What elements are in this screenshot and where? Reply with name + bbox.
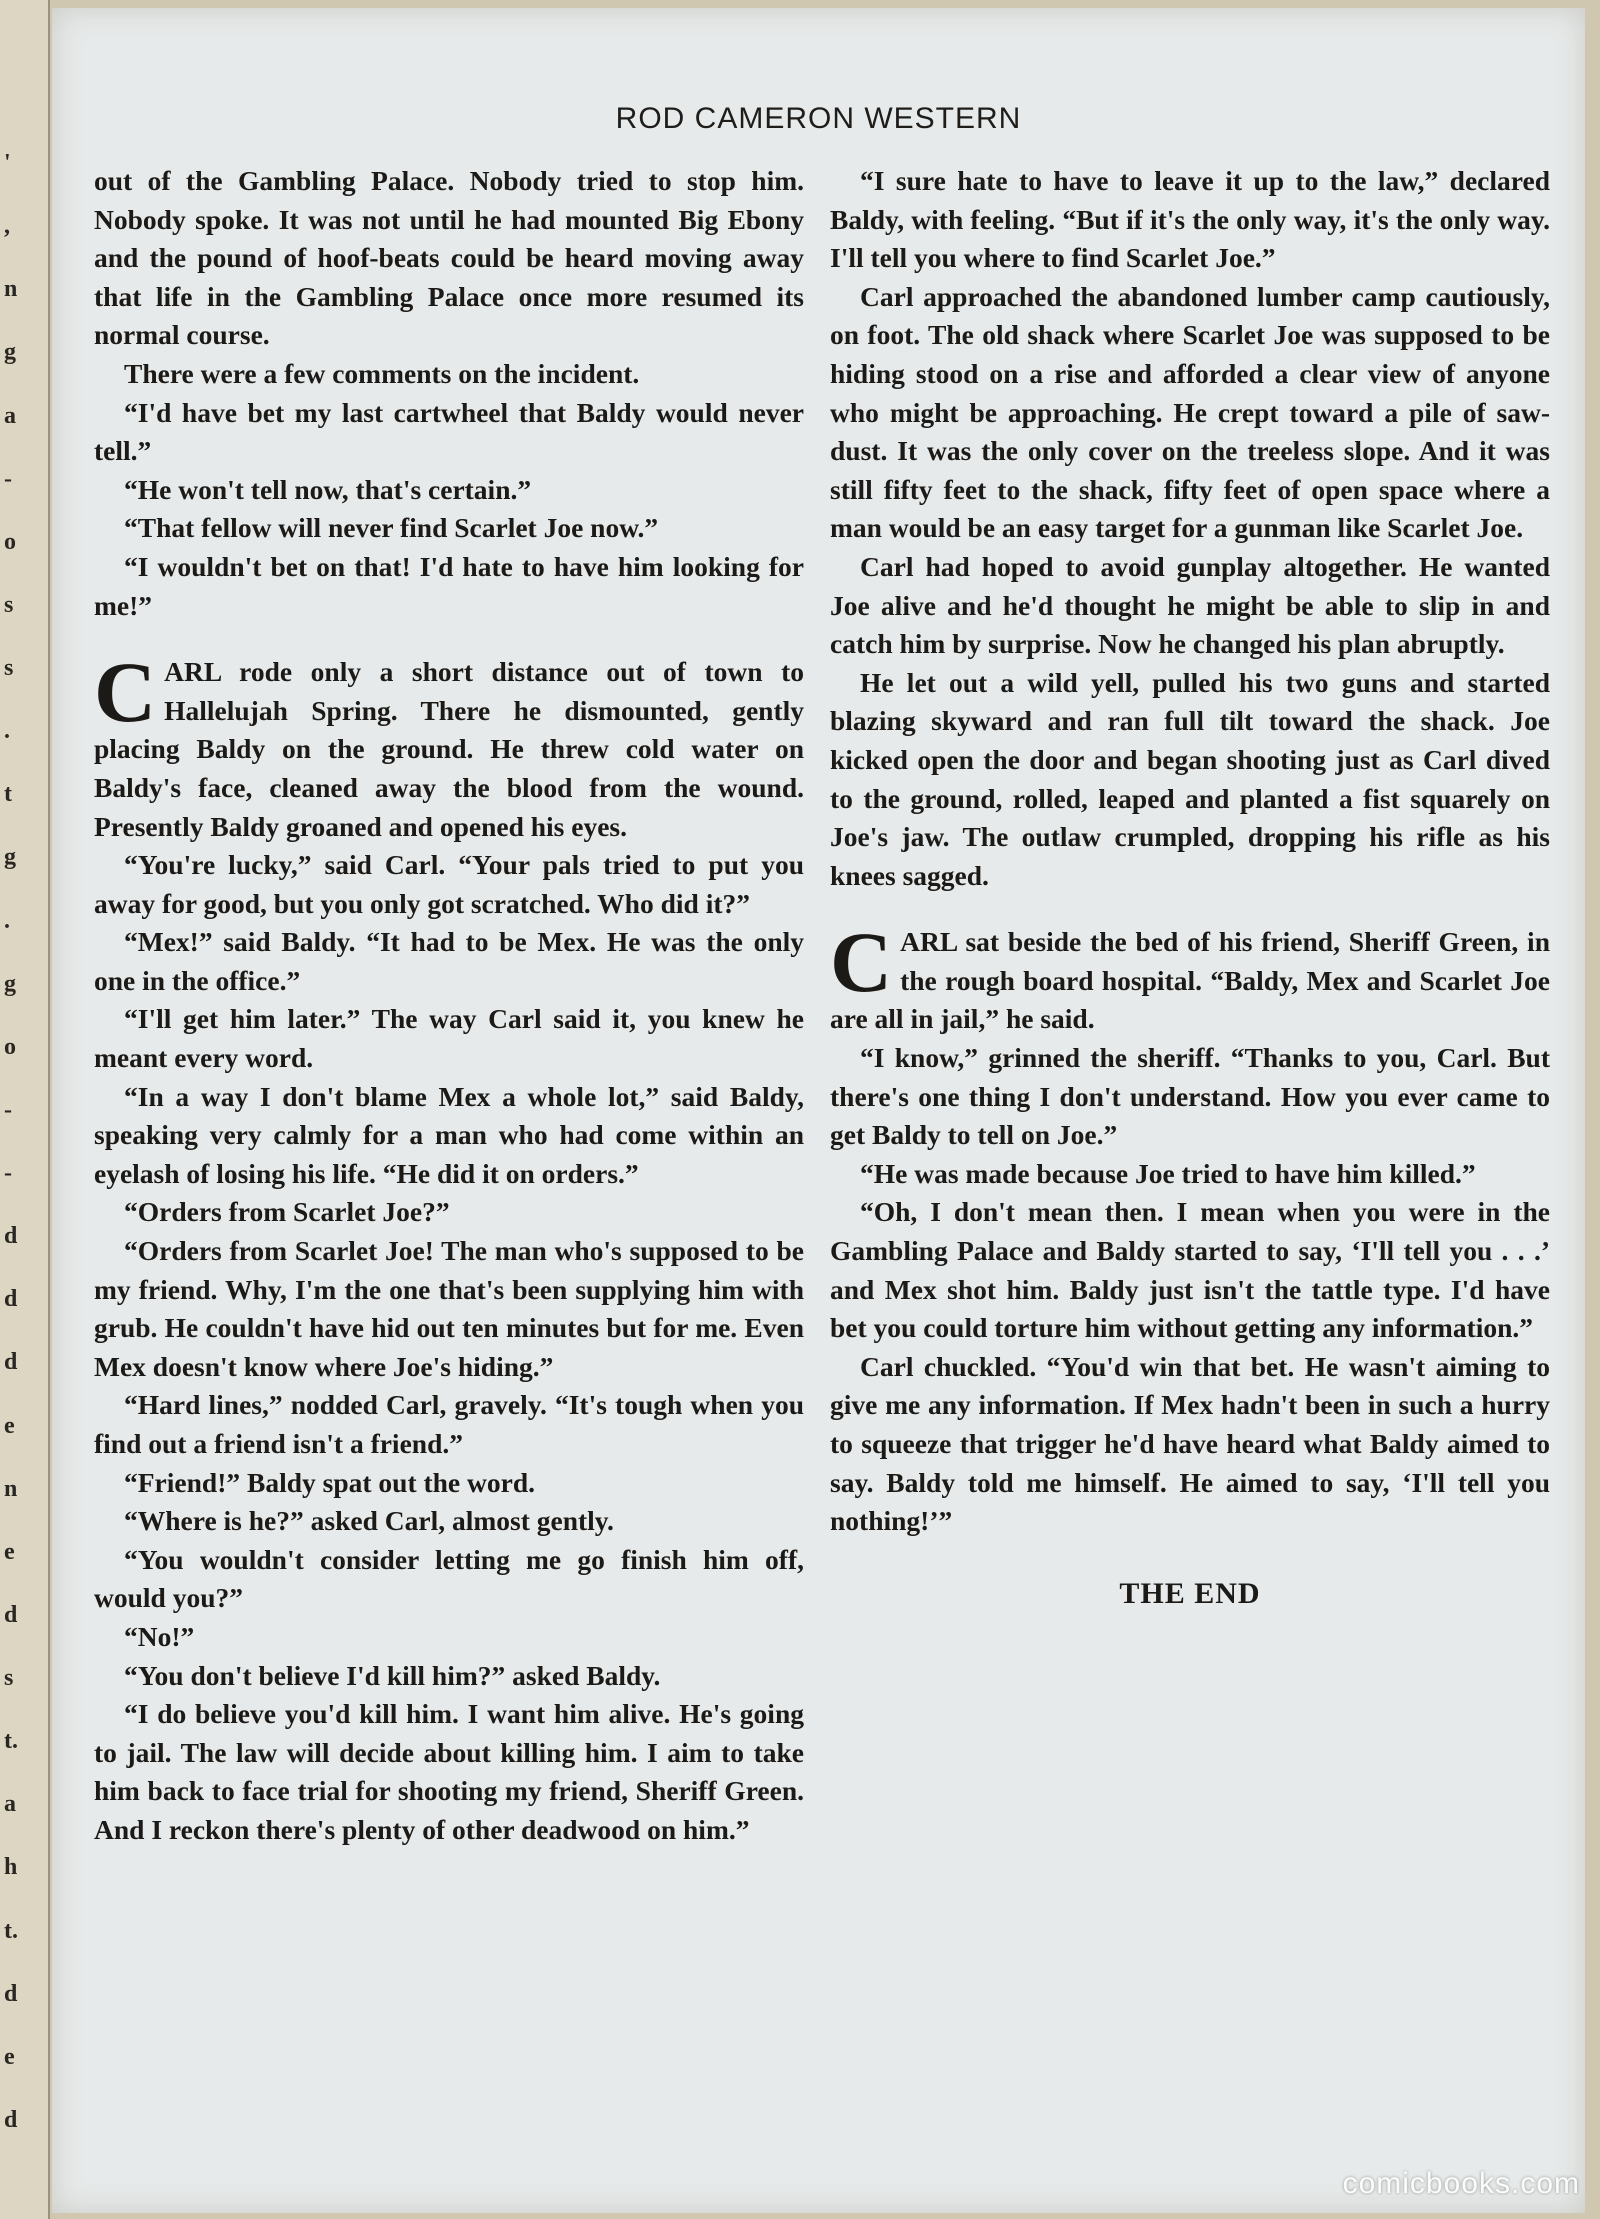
paragraph: “Mex!” said Baldy. “It had to be Mex. He was the only one in the office.”	[94, 926, 804, 996]
adjacent-page-letter: e	[4, 1539, 15, 1565]
adjacent-page-letter: s	[4, 655, 14, 681]
adjacent-page-letter: .	[4, 718, 10, 744]
paragraph: “Friend!” Baldy spat out the word.	[124, 1466, 535, 1498]
paragraph: “No!”	[124, 1620, 195, 1652]
paragraph: “I know,” grinned the sheriff. “Thanks to you, Carl. But there's one thing I don't understand. How you ever came to get Baldy to tell on Joe.”	[830, 1042, 1550, 1151]
adjacent-page-letter: s	[4, 592, 14, 618]
paragraph-text: ARL rode only a short distance out of town to Hallelujah Spring. There he dismounted, gently placing Baldy on the ground. He threw cold water on Baldy's face, cleaned away the blood from the wound. Presently Baldy groaned and opened his eyes.	[94, 656, 804, 842]
paragraph: “That fellow will never find Scarlet Joe now.”	[124, 512, 659, 544]
adjacent-page-letter: g	[4, 339, 16, 365]
drop-cap: C	[830, 914, 893, 1011]
paragraph: “I sure hate to have to leave it up to the law,” declared Baldy, with feeling. “But if it's the only way, it's the only way. I'll tell you where to find Scarlet Joe.”	[830, 165, 1550, 274]
paragraph: “I do believe you'd kill him. I want him alive. He's going to jail. The law will decide about killing him. I aim to take him back to face trial for shooting my friend, Sheriff Green. And I reckon there's plenty of other deadwood on him.”	[94, 1698, 804, 1845]
paragraph-with-dropcap	[94, 644, 804, 846]
adjacent-page-letter: t.	[4, 1918, 18, 1944]
adjacent-page-letter: d	[4, 1286, 18, 1312]
paragraph: “In a way I don't blame Mex a whole lot,” said Baldy, speaking very calmly for a man who had come within an eyelash of losing his life. “He did it on orders.”	[94, 1080, 804, 1189]
paragraph: “I'd have bet my last cartwheel that Baldy would never tell.”	[94, 396, 804, 467]
adjacent-page-letter: n	[4, 1476, 18, 1502]
right-text-column	[830, 162, 1550, 1613]
adjacent-page-letter: d	[4, 1602, 18, 1628]
adjacent-page-letter: t	[4, 781, 12, 807]
paragraph: out of the Gambling Palace. Nobody tried to stop him. Nobody spoke. It was not until he had mounted Big Ebony and the pound of hoof-beats could be heard moving away that life in the Gambling Palace once more resumed its normal course.	[94, 165, 804, 351]
drop-cap: C	[94, 644, 157, 741]
adjacent-page-letter: o	[4, 1034, 16, 1060]
adjacent-page-letter: a	[4, 1791, 16, 1817]
paragraph: Carl approached the abandoned lumber camp cautiously, on foot. The old shack where Scarlet Joe was supposed to be hiding stood on a rise and afforded a clear view of anyone who might be approaching. He crept toward a pile of saw-dust. It was the only cover on the treeless slope. And it was still fifty feet to the shack, fifty feet of open space where a man would be an easy target for a gunman like Scarlet Joe.	[830, 280, 1550, 544]
adjacent-page-letter: d	[4, 1981, 18, 2007]
adjacent-page-letter: d	[4, 1223, 18, 1249]
paragraph: “You wouldn't consider letting me go finish him off, would you?”	[94, 1543, 804, 1614]
page-header: ROD CAMERON WESTERN	[615, 102, 1022, 135]
paragraph: “Orders from Scarlet Joe! The man who's supposed to be my friend. Why, I'm the one that's been supplying him with grub. He couldn't have hid out ten minutes but for me. Even Mex doesn't know where Joe's hiding.”	[94, 1235, 804, 1382]
paragraph: Carl had hoped to avoid gunplay altogether. He wanted Joe alive and he'd thought he might be able to slip in and catch him by surprise. Now he changed his plan abruptly.	[830, 550, 1550, 660]
paragraph: “I wouldn't bet on that! I'd hate to have him looking for me!”	[94, 550, 804, 621]
site-watermark: comicbooks.com	[1342, 2167, 1580, 2200]
adjacent-page-letter: -	[4, 1097, 12, 1123]
paragraph: “You're lucky,” said Carl. “Your pals tried to put you away for good, but you only got scratched. Who did it?”	[94, 849, 804, 919]
adjacent-page-letter: s	[4, 1665, 14, 1691]
left-text-column	[94, 162, 804, 1850]
adjacent-page-letter: e	[4, 2044, 15, 2070]
paragraph: He let out a wild yell, pulled his two guns and started blazing skyward and ran full tilt toward the shack. Joe kicked open the door and began shooting just as Carl dived to the ground, rolled, leaped and planted a fist squarely on Joe's jaw. The outlaw crumpled, dropping his rifle as his knees sagged.	[830, 666, 1550, 891]
paragraph-text: ARL sat beside the bed of his friend, Sheriff Green, in the rough board hospital. “Baldy, Mex and Scarlet Joe are all in jail,” he said.	[830, 926, 1550, 1035]
adjacent-page-letter: o	[4, 529, 16, 555]
adjacent-page-edge	[0, 0, 50, 2219]
adjacent-page-letter: -	[4, 466, 12, 492]
adjacent-page-letter: d	[4, 1349, 18, 1375]
adjacent-page-letter: n	[4, 276, 18, 302]
adjacent-page-letter: e	[4, 1413, 15, 1439]
adjacent-page-letter: a	[4, 403, 16, 429]
story-page	[52, 8, 1585, 2213]
story-end-label: THE END	[1119, 1576, 1261, 1610]
adjacent-page-letter: t.	[4, 1728, 18, 1754]
adjacent-page-letter: -	[4, 1160, 12, 1186]
paragraph-with-dropcap	[830, 914, 1550, 1039]
paragraph: Carl chuckled. “You'd win that bet. He wasn't aiming to give me any information. If Mex hadn't been in such a hurry to squeeze that trigger he'd have heard what Baldy aimed to say. Baldy told me himself. He aimed to say, ‘I'll tell you nothing!’”	[830, 1350, 1550, 1537]
paragraph: There were a few comments on the incident.	[124, 357, 640, 389]
adjacent-page-letter: d	[4, 2107, 18, 2133]
adjacent-page-letter: g	[4, 971, 16, 997]
paragraph: “Hard lines,” nodded Carl, gravely. “It's tough when you find out a friend isn't a friend.”	[94, 1389, 804, 1459]
adjacent-page-letter: .	[4, 908, 10, 934]
paragraph: “I'll get him later.” The way Carl said it, you knew he meant every word.	[94, 1003, 804, 1074]
paragraph: “He won't tell now, that's certain.”	[124, 473, 532, 505]
paragraph: “He was made because Joe tried to have him killed.”	[860, 1157, 1476, 1189]
paragraph: “Where is he?” asked Carl, almost gently.	[124, 1505, 614, 1537]
adjacent-page-letter: ,	[4, 213, 10, 239]
paragraph: “Oh, I don't mean then. I mean when you were in the Gambling Palace and Baldy started to say, ‘I'll tell you . . .’ and Mex shot him. Baldy just isn't the tattle type. I'd have bet you could torture him without getting any information.”	[830, 1196, 1550, 1344]
adjacent-page-letter: g	[4, 844, 16, 870]
adjacent-page-letter: '	[4, 150, 11, 176]
adjacent-page-letter: h	[4, 1854, 18, 1880]
paragraph: “Orders from Scarlet Joe?”	[124, 1196, 450, 1228]
paragraph: “You don't believe I'd kill him?” asked Baldy.	[124, 1659, 661, 1691]
